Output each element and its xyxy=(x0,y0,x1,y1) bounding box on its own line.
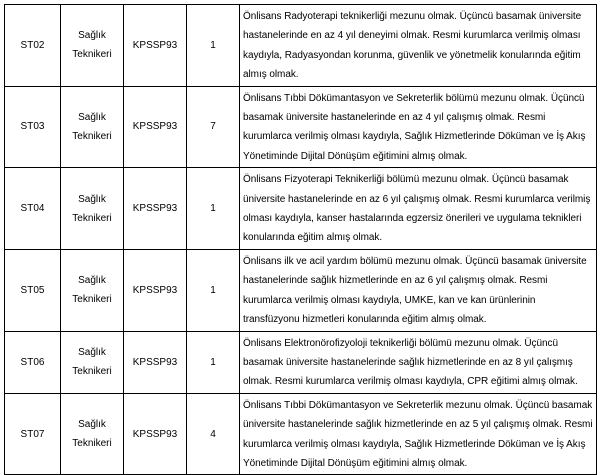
position-code-cell: ST05 xyxy=(5,249,61,331)
table-row xyxy=(5,168,597,250)
table-row xyxy=(5,249,597,331)
table-row xyxy=(5,331,597,393)
title-cell xyxy=(61,249,124,331)
requirements-cell: Önlisans Elektronörofizyoloji teknikerliği bölümü mezunu olmak. Üçüncü basamak üniversite hastanelerinde sağlık hizmetlerinde en az 8 yıl çalışmış olmak. Resmi kurumlarca verilmiş olması kaydıyla, CPR eğitimi almış olmak. xyxy=(240,331,597,393)
table-row xyxy=(5,393,597,475)
title-cell xyxy=(61,86,124,168)
title-cell xyxy=(61,331,124,393)
positions-table xyxy=(4,4,597,475)
title-line-2: Teknikeri xyxy=(72,366,112,378)
kpss-type-cell: KPSSP93 xyxy=(124,393,187,475)
kpss-type-cell: KPSSP93 xyxy=(124,86,187,168)
kpss-type-cell: KPSSP93 xyxy=(124,331,187,393)
position-code-cell: ST03 xyxy=(5,86,61,168)
requirements-cell: Önlisans ilk ve acil yardım bölümü mezunu olmak. Üçüncü basamak üniversite hastanelerinde sağlık hizmetlerinde en az 6 yıl çalışmış olmak. Resmi kurumlarca verilmiş olması kaydıyla, UMKE, kan ve kan ürünlerinin transfüzyonu hizmetleri konularında eğitim almış olmak. xyxy=(240,249,597,331)
title-line-2: Teknikeri xyxy=(72,438,112,450)
title-line-1: Sağlık xyxy=(78,111,106,123)
position-code-cell: ST07 xyxy=(5,393,61,475)
document-page xyxy=(4,4,596,469)
kpss-type-cell: KPSSP93 xyxy=(124,168,187,250)
title-line-2: Teknikeri xyxy=(72,294,112,306)
title-cell xyxy=(61,393,124,475)
title-line-1: Sağlık xyxy=(78,419,106,431)
requirements-cell: Önlisans Fizyoterapi Teknikerliği bölümü mezunu olmak. Üçüncü basamak üniversite hastanelerinde en az 6 yıl çalışmış olmak. Resmi kurumlarca verilmiş olması kaydıyla, kanser hastalarında egzersiz önerileri ve uygulama teknikleri konularında eğitim almış olmak. xyxy=(240,168,597,250)
quota-cell: 1 xyxy=(187,331,240,393)
title-line-2: Teknikeri xyxy=(72,212,112,224)
requirements-cell: Önlisans Tıbbi Dökümantasyon ve Sekreterlik bölümü mezunu olmak. Üçüncü basamak üniversite hastanelerinde en az 4 yıl çalışmış olmak. Resmi kurumlarca verilmiş olması kaydıyla, Sağlık Hizmetlerinde Döküman ve İş Akış Yönetiminde Dijital Dönüşüm eğitimini almış olmak. xyxy=(240,86,597,168)
kpss-type-cell: KPSSP93 xyxy=(124,249,187,331)
quota-cell: 7 xyxy=(187,86,240,168)
position-code-cell: ST02 xyxy=(5,5,61,87)
quota-cell: 1 xyxy=(187,5,240,87)
table-row xyxy=(5,86,597,168)
title-line-1: Sağlık xyxy=(78,275,106,287)
quota-cell: 1 xyxy=(187,249,240,331)
position-code-cell: ST04 xyxy=(5,168,61,250)
quota-cell: 4 xyxy=(187,393,240,475)
requirements-cell: Önlisans Radyoterapi teknikerliği mezunu olmak. Üçüncü basamak üniversite hastanelerinde en az 4 yıl deneyimi olmak. Resmi kurumlarca verilmiş olması kaydıyla, Radyasyondan korunma, güvenlik ve yönetmelik konularında eğitim almış olmak. xyxy=(240,5,597,87)
requirements-cell: Önlisans Tıbbi Dökümantasyon ve Sekreterlik mezunu olmak. Üçüncü basamak üniversite hastanelerinde sağlık hizmetlerinde en az 5 yıl çalışmış olmak. Resmi kurumlarca verilmiş olması kaydıyla, Sağlık Hizmetlerinde Döküman ve İş Akış Yönetiminde Dijital Dönüşüm eğitimini almış olmak. xyxy=(240,393,597,475)
table-row xyxy=(5,5,597,87)
title-line-1: Sağlık xyxy=(78,193,106,205)
title-line-1: Sağlık xyxy=(78,30,106,42)
title-line-1: Sağlık xyxy=(78,347,106,359)
quota-cell: 1 xyxy=(187,168,240,250)
title-line-2: Teknikeri xyxy=(72,130,112,142)
title-cell xyxy=(61,5,124,87)
position-code-cell: ST06 xyxy=(5,331,61,393)
kpss-type-cell: KPSSP93 xyxy=(124,5,187,87)
title-cell xyxy=(61,168,124,250)
title-line-2: Teknikeri xyxy=(72,49,112,61)
